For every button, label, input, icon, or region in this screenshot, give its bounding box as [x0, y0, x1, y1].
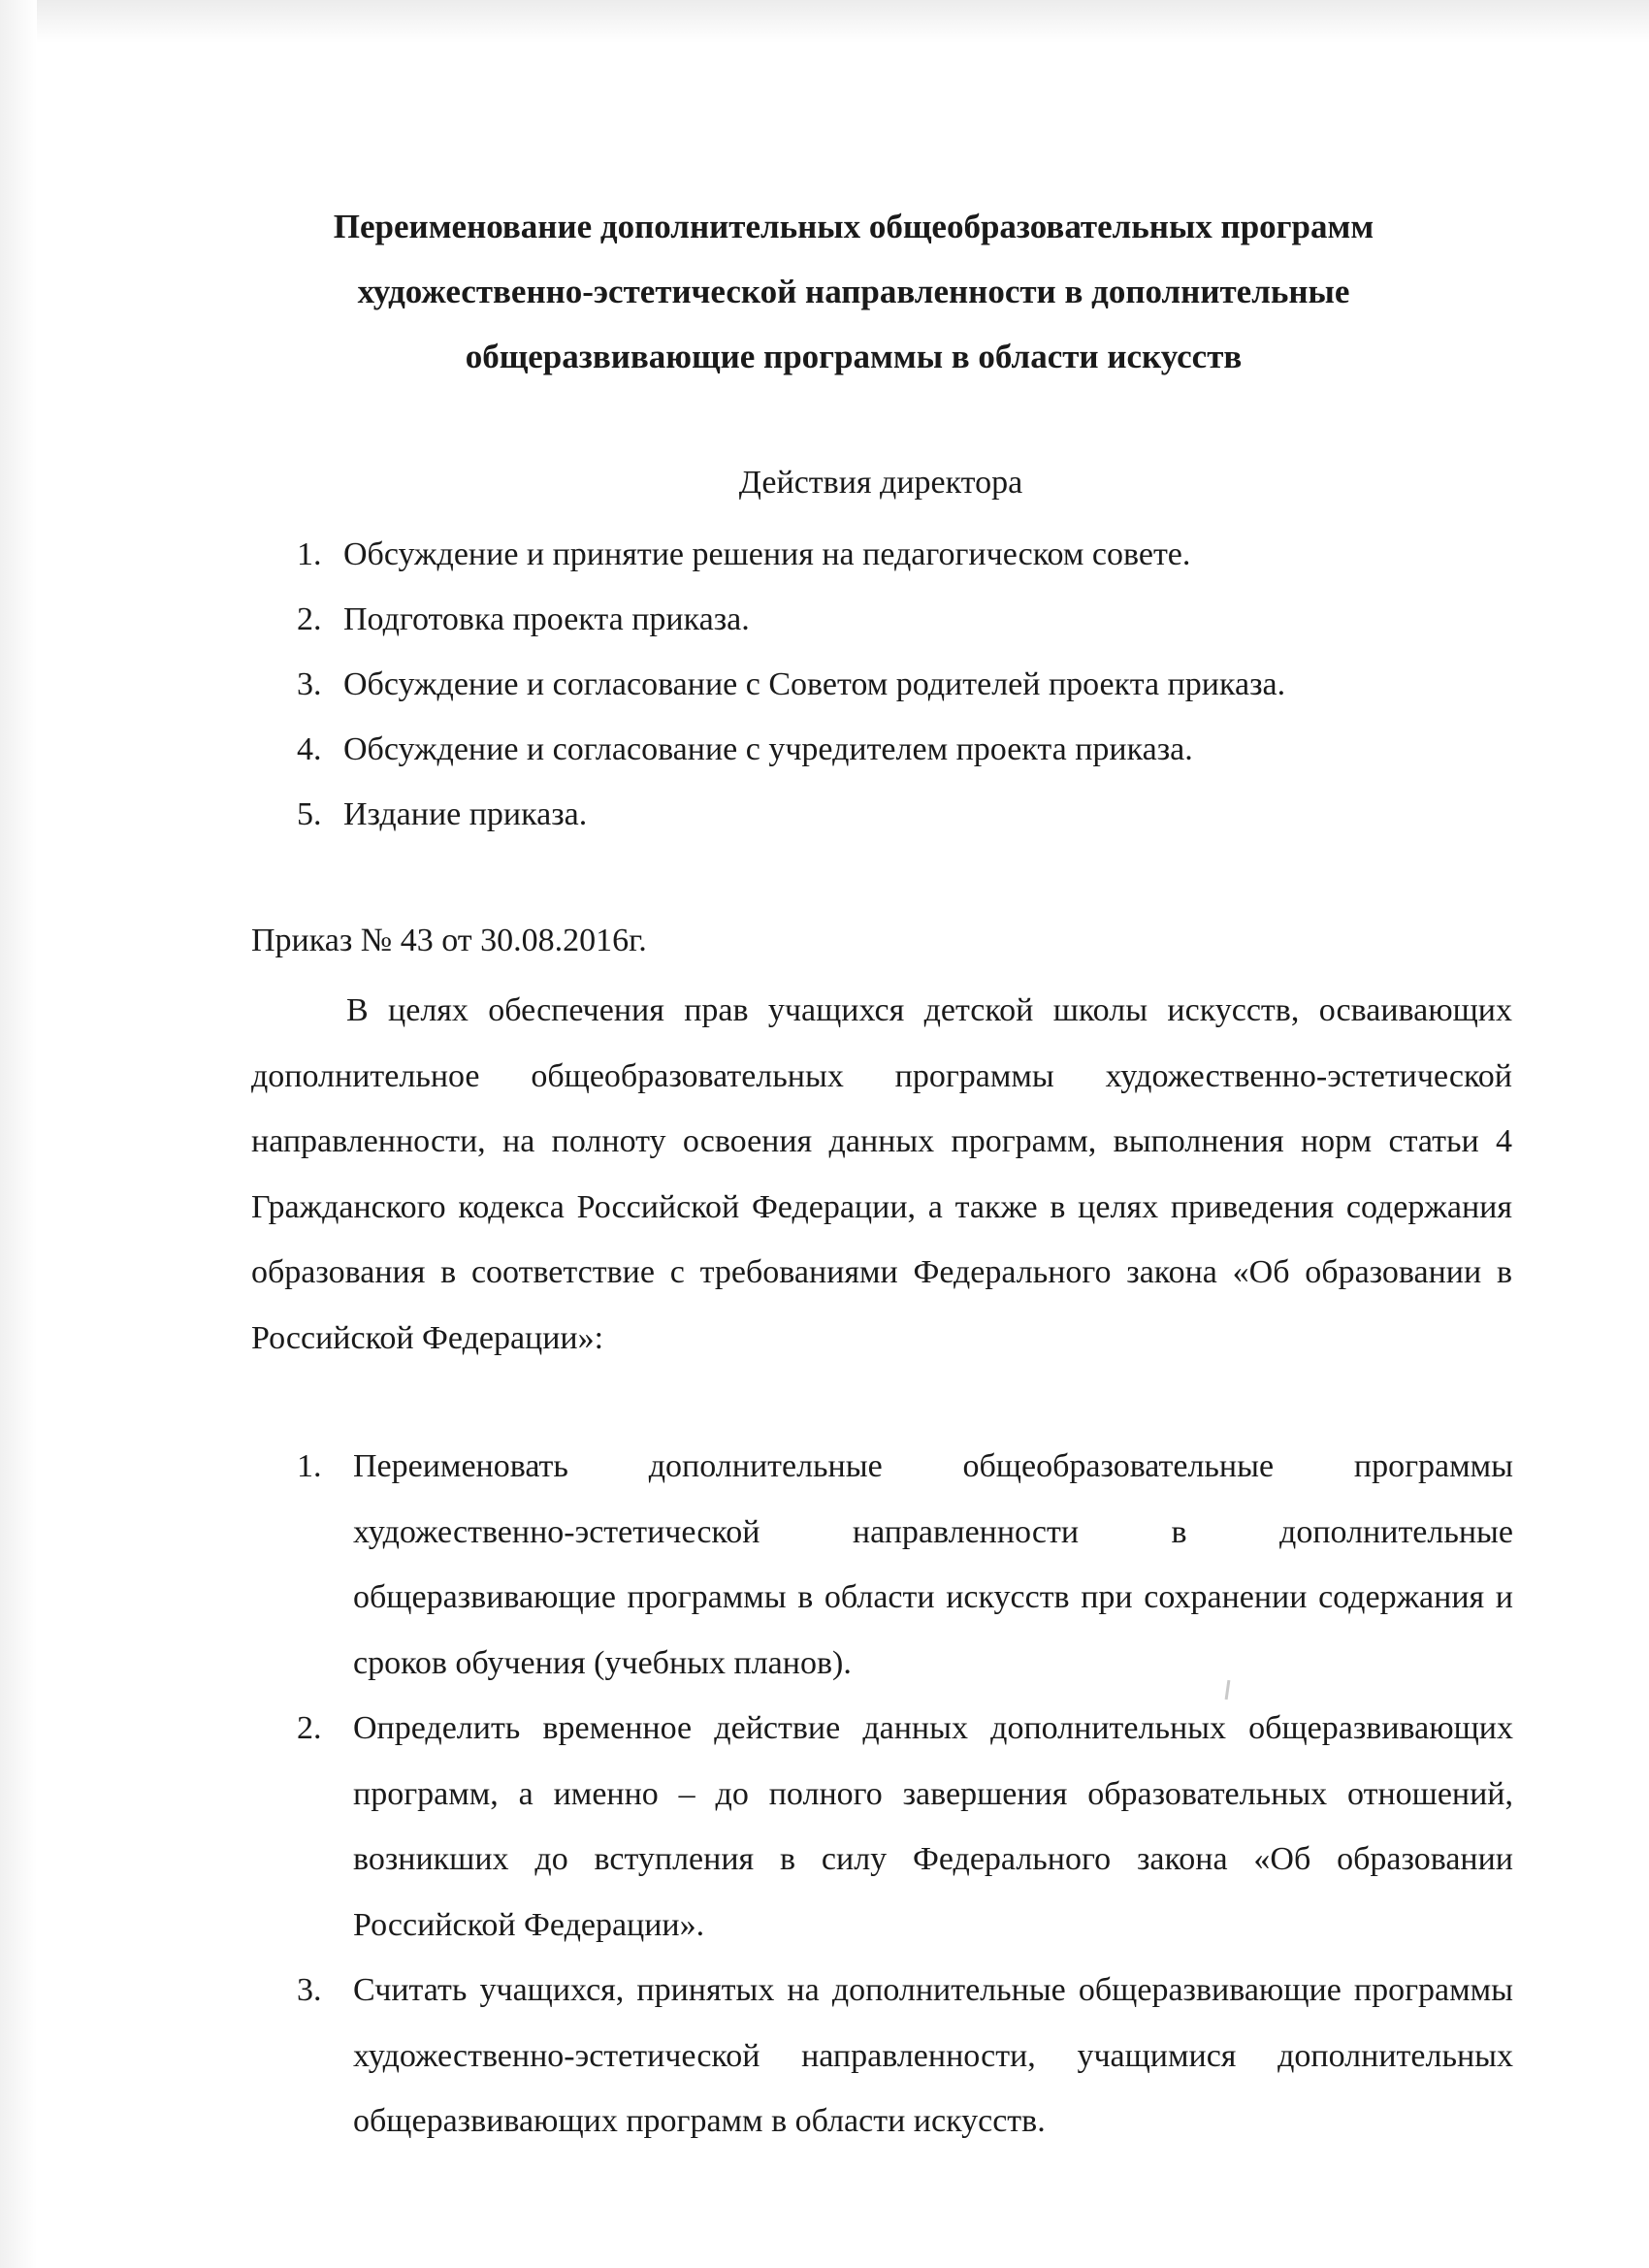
list-item-number: 3. — [297, 666, 322, 702]
list-item — [297, 1434, 1513, 1696]
title-line: художественно-эстетической направленности в дополнительные — [357, 273, 1350, 310]
list-item — [297, 1696, 1513, 1958]
list-item — [297, 717, 1519, 782]
list-item-number: 3. — [297, 1972, 322, 2008]
list-item-number: 1. — [297, 536, 322, 572]
list-item-number: 4. — [297, 731, 322, 767]
list-item-text: Подготовка проекта приказа. — [343, 601, 750, 637]
order-items-list — [297, 1434, 1513, 2155]
list-item — [297, 652, 1519, 717]
list-item-text: Определить временное действие данных дополнительных общеразвивающих программ, а именно – до полного завершения образовательных отношений, возникших до вступления в силу Федерального закона «Об образовании Российской Федерации». — [353, 1710, 1513, 1943]
list-item-text: Обсуждение и принятие решения на педагогическом совете. — [343, 536, 1191, 572]
list-item — [297, 782, 1519, 847]
list-item-text: Обсуждение и согласование с Советом родителей проекта приказа. — [343, 666, 1286, 702]
title-line: Переименование дополнительных общеобразовательных программ — [333, 208, 1374, 245]
order-reference: Приказ № 43 от 30.08.2016г. — [251, 923, 647, 958]
title-line: общеразвивающие программы в области искусств — [465, 338, 1243, 375]
section-subtitle: Действия директора — [738, 465, 1023, 501]
list-item-text: Переименовать дополнительные общеобразовательные программы художественно-эстетической направленности в дополнительные общеразвивающие программы в области искусств при сохранении содержания и сроков обучения (учебных планов). — [353, 1448, 1513, 1681]
list-item-number: 2. — [297, 601, 322, 637]
document-title — [233, 194, 1474, 389]
list-item-text: Обсуждение и согласование с учредителем проекта приказа. — [343, 731, 1193, 767]
list-item — [297, 1958, 1513, 2155]
list-item — [297, 522, 1519, 587]
list-item-number: 5. — [297, 796, 322, 832]
list-item-text: Считать учащихся, принятых на дополнительные общеразвивающие программы художественно-эстетической направленности, учащимися дополнительных общеразвивающих программ в области искусств. — [353, 1972, 1513, 2139]
order-preamble: В целях обеспечения прав учащихся детской школы искусств, осваивающих дополнительное общеобразовательных программы художественно-эстетической направленности, на полноту освоения данных программ, выполнения норм статьи 4 Гражданского кодекса Российской Федерации, а также в целях приведения содержания образования в соответствие с требованиями Федерального закона «Об образовании в Российской Федерации»: — [251, 992, 1512, 1356]
scan-top-edge — [0, 0, 1649, 43]
list-item-text: Издание приказа. — [343, 796, 588, 832]
scan-left-edge — [0, 0, 37, 2268]
list-item-number: 1. — [297, 1448, 322, 1484]
director-actions-list — [297, 522, 1519, 847]
list-item-number: 2. — [297, 1710, 322, 1746]
list-item — [297, 587, 1519, 652]
